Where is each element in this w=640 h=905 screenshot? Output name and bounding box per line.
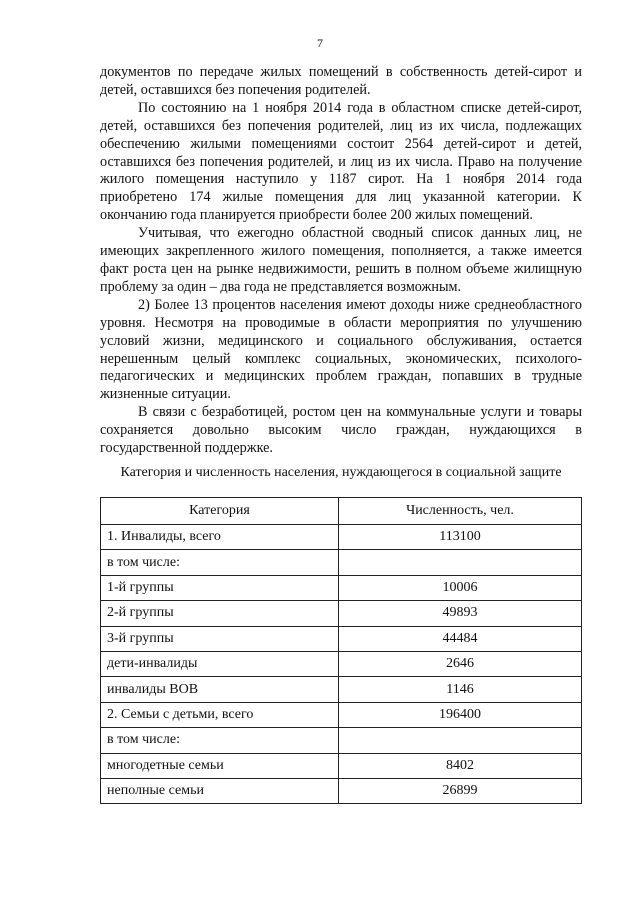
category-cell: 1. Инвалиды, всего bbox=[101, 525, 339, 550]
table-row bbox=[101, 626, 582, 651]
count-cell bbox=[339, 728, 582, 753]
table-row bbox=[101, 651, 582, 676]
category-cell: дети-инвалиды bbox=[101, 651, 339, 676]
count-cell: 8402 bbox=[339, 753, 582, 778]
paragraph: По состоянию на 1 ноября 2014 года в областном списке детей-сирот, детей, оставшихся без попечения родителей, лиц из их числа, подлежащих обеспечению жилыми помещениями состоит 2564 детей-сирот и детей, оставшихся без попечения родителей, и лиц из их числа. Право на получение жилого помещения наступило у 1187 сирот. На 1 ноября 2014 года приобретено 174 жилые помещения для лиц указанной категории. К окончанию года планируется приобрести более 200 жилых помещений. bbox=[100, 99, 582, 224]
paragraph: документов по передаче жилых помещений в собственность детей-сирот и детей, оставшихся без попечения родителей. bbox=[100, 64, 582, 98]
count-cell: 2646 bbox=[339, 651, 582, 676]
category-cell: 2-й группы bbox=[101, 601, 339, 626]
category-cell: инвалиды ВОВ bbox=[101, 677, 339, 702]
count-cell: 113100 bbox=[339, 525, 582, 550]
table-row bbox=[101, 728, 582, 753]
count-cell: 26899 bbox=[339, 778, 582, 803]
paragraph: 2) Более 13 процентов населения имеют доходы ниже среднеобластного уровня. Несмотря на проводимые в области мероприятия по улучшению условий жизни, медицинского и социального обслуживания, остается нерешенным целый комплекс социальных, экономических, психолого-педагогических и медицинских проблем граждан, попавших в трудные жизненные ситуации. bbox=[100, 296, 582, 403]
header-count: Численность, чел. bbox=[339, 498, 582, 525]
page-number: 7 bbox=[317, 36, 323, 50]
table-row bbox=[101, 702, 582, 727]
paragraph: В связи с безработицей, ростом цен на коммунальные услуги и товары сохраняется довольно высоким число граждан, нуждающихся в государственной поддержке. bbox=[100, 404, 582, 457]
population-table bbox=[100, 497, 582, 804]
count-cell: 10006 bbox=[339, 575, 582, 600]
category-cell: 1-й группы bbox=[101, 575, 339, 600]
table-header-row bbox=[101, 498, 582, 525]
table-row bbox=[101, 550, 582, 575]
category-cell: 3-й группы bbox=[101, 626, 339, 651]
category-cell: неполные семьи bbox=[101, 778, 339, 803]
count-cell: 196400 bbox=[339, 702, 582, 727]
body-text bbox=[100, 64, 582, 458]
table-caption: Категория и численность населения, нуждающегося в социальной защите bbox=[120, 465, 562, 480]
table-row bbox=[101, 677, 582, 702]
category-cell: в том числе: bbox=[101, 550, 339, 575]
category-cell: многодетные семьи bbox=[101, 753, 339, 778]
table-row bbox=[101, 601, 582, 626]
table-row bbox=[101, 753, 582, 778]
table-row bbox=[101, 575, 582, 600]
count-cell bbox=[339, 550, 582, 575]
count-cell: 49893 bbox=[339, 601, 582, 626]
count-cell: 44484 bbox=[339, 626, 582, 651]
table-row bbox=[101, 778, 582, 803]
table-row bbox=[101, 525, 582, 550]
count-cell: 1146 bbox=[339, 677, 582, 702]
header-category: Категория bbox=[101, 498, 339, 525]
category-cell: в том числе: bbox=[101, 728, 339, 753]
paragraph: Учитывая, что ежегодно областной сводный список данных лиц, не имеющих закрепленного жилого помещения, пополняется, а также имеется факт роста цен на рынке недвижимости, решить в полном объеме жилищную проблему за один – два года не представляется возможным. bbox=[100, 225, 582, 295]
category-cell: 2. Семьи с детьми, всего bbox=[101, 702, 339, 727]
